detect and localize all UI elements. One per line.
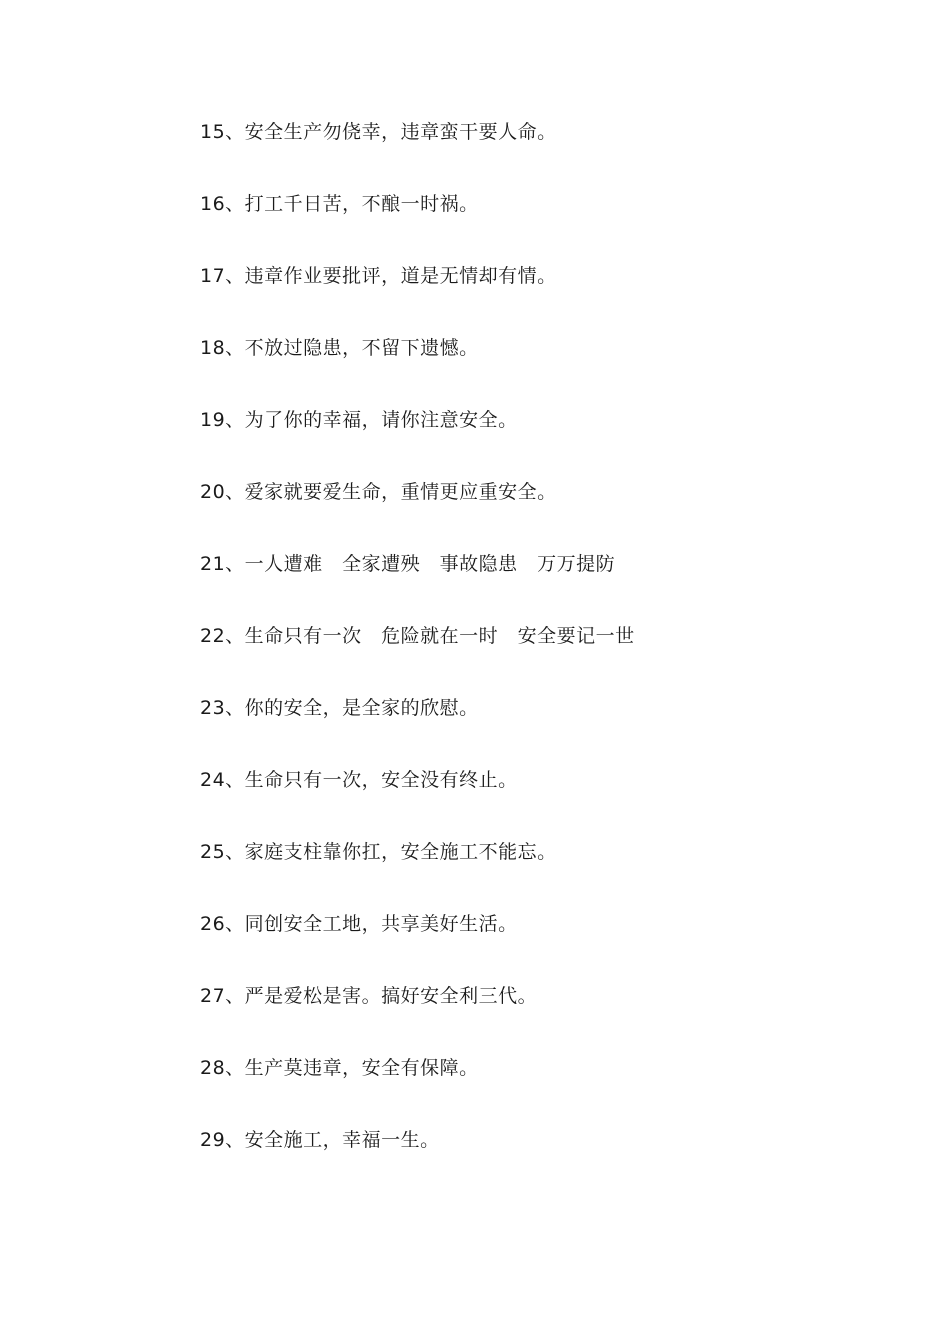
slogan-item: 24、生命只有一次，安全没有终止。 [200, 769, 518, 791]
slogan-item: 23、你的安全，是全家的欣慰。 [200, 697, 479, 719]
slogan-item: 29、安全施工，幸福一生。 [200, 1129, 440, 1151]
slogan-item: 17、违章作业要批评，道是无情却有情。 [200, 265, 557, 287]
slogan-item: 25、家庭支柱靠你扛，安全施工不能忘。 [200, 841, 557, 863]
slogan-item: 19、为了你的幸福，请你注意安全。 [200, 409, 518, 431]
slogan-item: 28、生产莫违章，安全有保障。 [200, 1057, 479, 1079]
slogan-item: 20、爱家就要爱生命，重情更应重安全。 [200, 481, 557, 503]
slogan-list [200, 113, 635, 1193]
slogan-item: 15、安全生产勿侥幸，违章蛮干要人命。 [200, 121, 557, 143]
slogan-item: 18、不放过隐患，不留下遗憾。 [200, 337, 479, 359]
slogan-item: 27、严是爱松是害。搞好安全利三代。 [200, 985, 538, 1007]
slogan-item: 22、生命只有一次 危险就在一时 安全要记一世 [200, 625, 635, 647]
slogan-item: 21、一人遭难 全家遭殃 事故隐患 万万提防 [200, 553, 616, 575]
slogan-item: 16、打工千日苦，不酿一时祸。 [200, 193, 479, 215]
slogan-item: 26、同创安全工地，共享美好生活。 [200, 913, 518, 935]
